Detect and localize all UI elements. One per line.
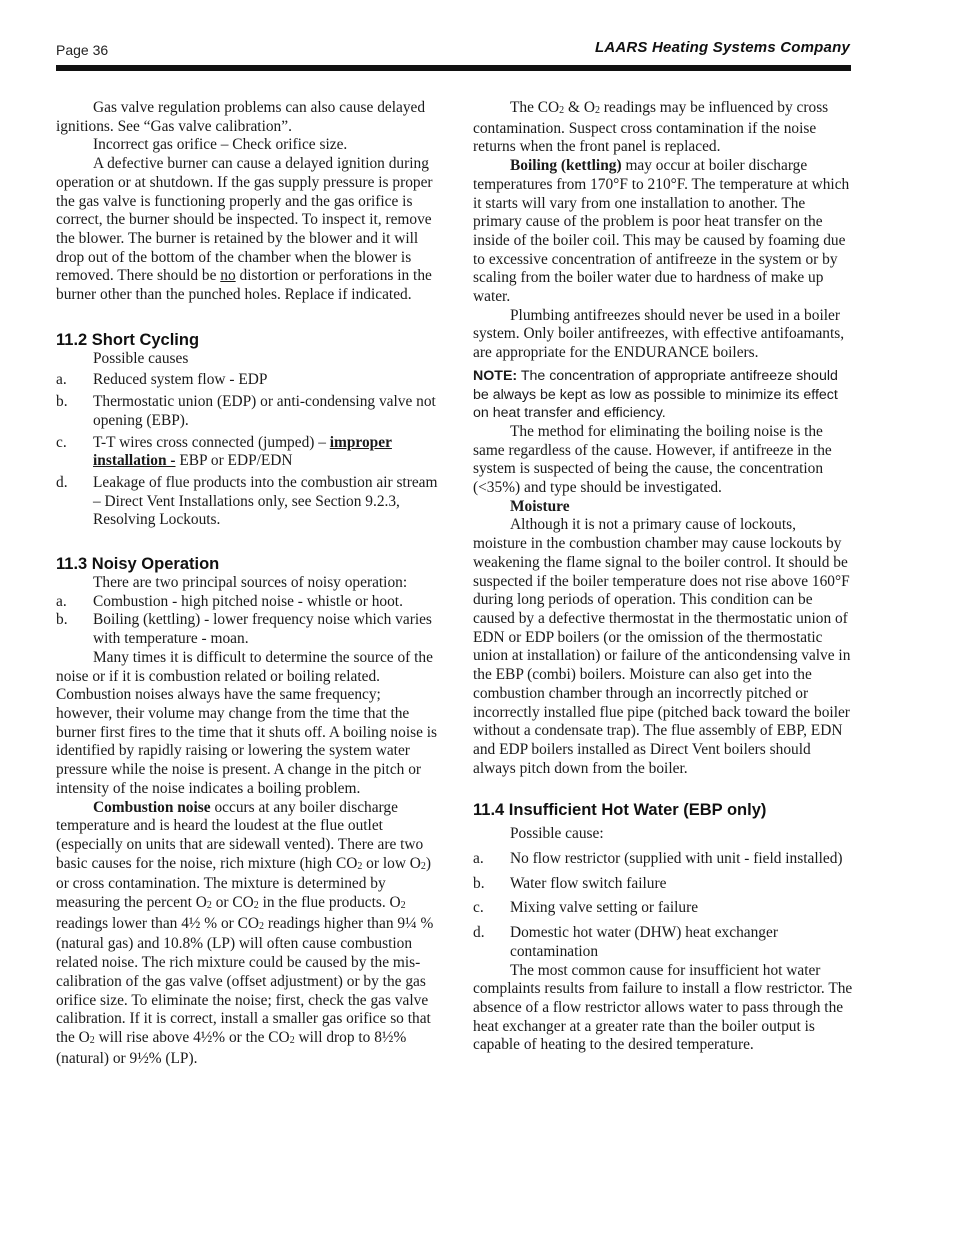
list-marker: b. <box>56 393 68 411</box>
text-run: readings lower than 4½ % or CO <box>56 914 260 932</box>
company-name: LAARS Heating Systems Company <box>594 39 850 56</box>
text-run: or CO <box>211 894 254 912</box>
paragraph-moisture: Although it is not a primary cause of lockouts, moisture in the combustion chamber may cause lockouts by weakening the flame signal to the boiler control. It should be suspected if the boiler temperature does not rise above 160°F during long periods of operation. This condition can be caused by a defective thermostat in the thermostatic union of EDN or EDP boilers (or the omission of the thermostatic union at installation) or failure of the anticondensing valve in the EBP (combi) boilers. Moisture can also get into the combustion chamber through an incorrectly pitched or incorrectly installed flue pipe (pitched back toward the boiler without a condensate trap). The flue assembly of EBP, EDN and EDP boilers installed as Direct Vent boilers should always pitch down from the boiler. <box>473 516 851 777</box>
combustion-noise-term: Combustion noise <box>93 798 211 816</box>
left-column <box>56 99 438 1068</box>
list-text: Boiling (kettling) - lower frequency noise which varies with temperature - moan. <box>93 611 432 648</box>
moisture-heading-text: Moisture <box>510 497 570 515</box>
header-rule <box>56 65 851 71</box>
list-item <box>56 593 438 612</box>
list-item <box>56 434 438 471</box>
text-run: T-T wires cross connected (jumped) – <box>93 433 330 451</box>
noisy-intro: There are two principal sources of noisy operation: <box>93 574 408 592</box>
paragraph-plumbing-antifreeze: Plumbing antifreezes should never be used in a boiler system. Only boiler antifreezes, with effective antifoamants, are appropriate for the ENDURANCE boilers. <box>473 306 845 362</box>
paragraph-burner <box>56 155 438 305</box>
paragraph-hot-water-cause: The most common cause for insufficient hot water complaints results from failure to install a flow restrictor. The absence of a flow restrictor allows water to pass through the heat exchanger at a greater rate than the boiler output is capable of heating to the desired temperature. <box>473 961 853 1054</box>
subscript: 2 <box>594 105 600 116</box>
list-marker: d. <box>56 473 68 491</box>
paragraph-boiling <box>473 157 853 307</box>
underlined-no: no <box>220 267 236 285</box>
subscript: 2 <box>289 1034 295 1046</box>
list-text <box>93 434 438 471</box>
subscript: 2 <box>89 1034 95 1046</box>
list-item <box>56 474 438 530</box>
text-run: will drop to 8½% (natural) or 9½% (LP). <box>56 1028 407 1067</box>
subscript: 2 <box>559 105 565 116</box>
list-marker: a. <box>56 592 67 610</box>
hot-water-intro: Possible cause: <box>510 825 604 843</box>
paragraph-boiling-method: The method for eliminating the boiling noise is the same regardless of the cause. However, if antifreeze in the system is suspected of being the cause, the concentration (<35%) and type should be investigated. <box>473 422 832 497</box>
text-run: The CO <box>510 99 560 116</box>
list-text: Thermostatic union (EDP) or anti-condensing valve not opening (EBP). <box>93 393 436 429</box>
subscript: 2 <box>259 920 265 932</box>
boiling-term: Boiling (kettling) <box>510 157 622 175</box>
text-run: readings may be influenced by cross contamination. Suspect cross contamination if the noise returns when the front panel is replaced. <box>473 99 829 156</box>
list-text: Combustion - high pitched noise - whistle or hoot. <box>93 592 403 610</box>
paragraph-orifice: Incorrect gas orifice – Check orifice size. <box>93 136 348 154</box>
text-run: & O <box>564 99 595 116</box>
section-heading-noisy-operation: 11.3 Noisy Operation <box>56 555 220 574</box>
list-text: Mixing valve setting or failure <box>510 899 699 917</box>
subscript: 2 <box>206 900 212 912</box>
list-marker: b. <box>56 611 68 629</box>
list-marker: a. <box>473 850 484 868</box>
list-marker: d. <box>473 924 485 942</box>
paragraph-gas-valve: Gas valve regulation problems can also cause delayed ignitions. See “Gas valve calibration”. <box>56 99 426 135</box>
list-text: Domestic hot water (DHW) heat exchanger contamination <box>510 924 778 960</box>
note-label: NOTE: <box>473 367 518 384</box>
list-item <box>56 611 438 648</box>
note-text: The concentration of appropriate antifreeze should be always be kept as low as possible to minimize its effect on heat transfer and efficiency. <box>473 367 838 422</box>
section-heading-insufficient-hot-water: 11.4 Insufficient Hot Water (EBP only) <box>473 801 767 820</box>
list-text: Leakage of flue products into the combustion air stream – Direct Vent Installations only, see Section 9.2.3, Resolving Lockouts. <box>93 473 438 529</box>
text-run: distortion or perforations in the burner other than the punched holes. Replace if indicated. <box>56 267 432 304</box>
text-run: ) or cross contamination. The mixture is determined by measuring the percent O <box>56 854 432 912</box>
subscript: 2 <box>357 860 363 872</box>
list-marker: b. <box>473 874 485 892</box>
page-number: Page 36 <box>56 42 109 58</box>
note-antifreeze <box>473 367 853 423</box>
list-item <box>473 899 853 918</box>
list-marker: a. <box>56 371 67 389</box>
subscript: 2 <box>400 900 406 912</box>
list-item <box>56 393 438 430</box>
text-run: occurs at any boiler discharge temperature and is heard the loudest at the flue outlet (especially on units that are sidewall vented). There are two basic causes for the noise, rich mixture (high CO <box>56 798 424 872</box>
list-text: No flow restrictor (supplied with unit - field installed) <box>510 850 843 868</box>
list-item <box>473 875 853 894</box>
short-cycling-intro: Possible causes <box>93 349 189 367</box>
list-item <box>56 371 438 390</box>
right-column <box>473 99 853 1055</box>
text-run: in the flue products. O <box>258 894 401 912</box>
moisture-heading <box>473 498 853 517</box>
section-heading-short-cycling: 11.2 Short Cycling <box>56 330 200 349</box>
subscript: 2 <box>420 860 426 872</box>
paragraph-combustion-noise <box>56 799 438 1069</box>
subscript: 2 <box>253 900 259 912</box>
text-run: A defective burner can cause a delayed ignition during operation or at shutdown. If the gas supply pressure is proper the gas valve is functioning properly and the gas orifice is correct, the burner should be inspected. To inspect it, remove the blower. The burner is retained by the blower and it will drop out of the bottom of the chamber when the blower is removed. There should be <box>56 155 433 285</box>
list-marker: c. <box>473 899 484 917</box>
list-text: Reduced system flow - EDP <box>93 371 268 389</box>
list-text: Water flow switch failure <box>510 874 667 892</box>
text-run: EBP or EDP/EDN <box>175 452 293 470</box>
list-item <box>473 924 853 961</box>
text-run: may occur at boiler discharge temperatures from 170°F to 210°F. The temperature at which it starts will vary from one installation to another. The primary cause of the problem is poor heat transfer on the inside of the boiler coil. This may be caused by foaming due to excessive concentration of antifreeze in the system or by scaling from the boiler water due to hardness of make up water. <box>473 157 850 306</box>
improper-installation-emphasis: improper installation - <box>93 433 392 470</box>
list-marker: c. <box>56 433 67 451</box>
list-item <box>473 850 853 869</box>
text-run: or low O <box>362 854 421 872</box>
paragraph-co2-o2 <box>473 99 853 157</box>
text-run: readings higher than 9¼ % (natural gas) and 10.8% (LP) will often cause combustion related noise. The rich mixture could be caused by the mis-calibration of the gas valve (offset adjustment) or by the gas orifice size. To eliminate the noise; first, check the gas valve calibration. If it is correct, install a smaller gas orifice so that the O <box>56 914 434 1046</box>
paragraph-noise-source: Many times it is difficult to determine the source of the noise or if it is combustion related or boiling related. Combustion noises always have the same frequency; however, their volume may change from the time that the burner first fires to the time that it shuts off. A boiling noise is identified by rapidly raising or lowering the system water pressure while the noise is present. A change in the pitch or intensity of the noise indicates a boiling problem. <box>56 648 438 797</box>
text-run: will rise above 4½% or the CO <box>94 1028 290 1046</box>
